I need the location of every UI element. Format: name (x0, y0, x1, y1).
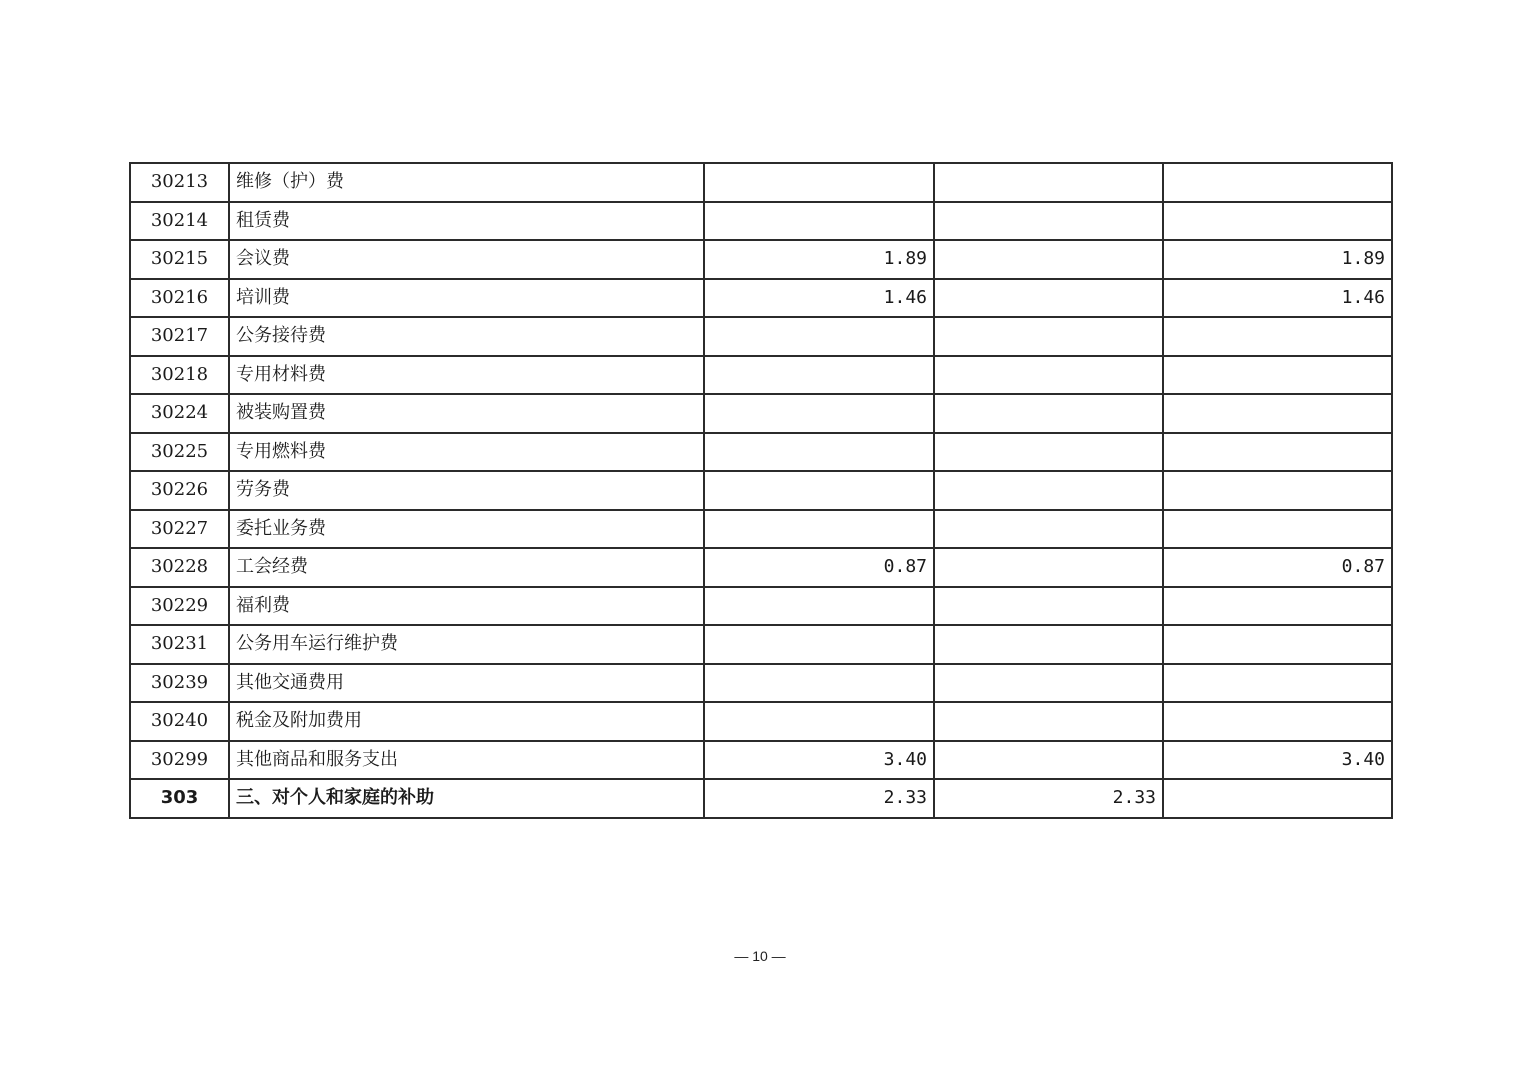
row-value-project-cell (1163, 394, 1392, 433)
row-value-project-cell: 3.40 (1163, 741, 1392, 780)
row-value-project-cell (1163, 510, 1392, 549)
row-value-basic-cell (934, 202, 1163, 241)
row-code-cell: 30214 (130, 202, 229, 241)
row-value-total-cell: 0.87 (704, 548, 934, 587)
row-value-basic-cell (934, 702, 1163, 741)
row-value-basic-cell (934, 433, 1163, 472)
row-value-project-cell (1163, 664, 1392, 703)
row-value-basic-cell (934, 394, 1163, 433)
row-name-cell: 委托业务费 (229, 510, 704, 549)
row-value-project-cell (1163, 587, 1392, 626)
row-value-project-cell: 1.46 (1163, 279, 1392, 318)
row-code-cell: 30225 (130, 433, 229, 472)
row-code-cell: 30229 (130, 587, 229, 626)
row-value-basic-cell: 2.33 (934, 779, 1163, 818)
row-value-total-cell (704, 433, 934, 472)
row-name-cell: 福利费 (229, 587, 704, 626)
row-code-cell: 30217 (130, 317, 229, 356)
row-value-basic-cell (934, 240, 1163, 279)
row-value-basic-cell (934, 279, 1163, 318)
row-value-total-cell (704, 317, 934, 356)
row-name-cell: 税金及附加费用 (229, 702, 704, 741)
row-value-total-cell: 2.33 (704, 779, 934, 818)
row-name-cell: 维修（护）费 (229, 163, 704, 202)
table-row (130, 279, 1392, 318)
row-value-total-cell (704, 664, 934, 703)
row-value-total-cell: 1.46 (704, 279, 934, 318)
row-value-project-cell (1163, 625, 1392, 664)
row-value-total-cell (704, 394, 934, 433)
page-number: — 10 — (734, 948, 786, 964)
table-row (130, 779, 1392, 818)
row-code-cell: 30224 (130, 394, 229, 433)
row-name-cell: 劳务费 (229, 471, 704, 510)
table-row (130, 510, 1392, 549)
row-code-cell: 30299 (130, 741, 229, 780)
row-code-cell: 30240 (130, 702, 229, 741)
row-value-total-cell (704, 587, 934, 626)
table-row (130, 625, 1392, 664)
table-row (130, 702, 1392, 741)
row-value-basic-cell (934, 163, 1163, 202)
row-code-cell: 30231 (130, 625, 229, 664)
row-value-total-cell (704, 625, 934, 664)
table-row (130, 664, 1392, 703)
row-value-project-cell (1163, 317, 1392, 356)
row-value-project-cell (1163, 163, 1392, 202)
row-code-cell: 30218 (130, 356, 229, 395)
row-code-cell: 30227 (130, 510, 229, 549)
row-value-total-cell (704, 510, 934, 549)
row-value-basic-cell (934, 548, 1163, 587)
table-row (130, 163, 1392, 202)
row-name-cell: 培训费 (229, 279, 704, 318)
row-name-cell: 工会经费 (229, 548, 704, 587)
row-value-total-cell (704, 163, 934, 202)
row-value-basic-cell (934, 664, 1163, 703)
row-value-total-cell: 1.89 (704, 240, 934, 279)
row-value-total-cell (704, 202, 934, 241)
row-code-cell: 30215 (130, 240, 229, 279)
table-row (130, 202, 1392, 241)
row-code-cell: 303 (130, 779, 229, 818)
row-name-cell: 其他商品和服务支出 (229, 741, 704, 780)
budget-table (129, 162, 1393, 819)
table-row (130, 587, 1392, 626)
row-name-cell: 公务用车运行维护费 (229, 625, 704, 664)
row-value-basic-cell (934, 510, 1163, 549)
row-value-basic-cell (934, 471, 1163, 510)
table-row (130, 394, 1392, 433)
row-value-total-cell (704, 702, 934, 741)
table-row (130, 317, 1392, 356)
table-row (130, 471, 1392, 510)
row-name-cell: 专用燃料费 (229, 433, 704, 472)
row-value-project-cell (1163, 356, 1392, 395)
row-value-basic-cell (934, 741, 1163, 780)
row-value-total-cell (704, 471, 934, 510)
row-code-cell: 30239 (130, 664, 229, 703)
row-name-cell: 公务接待费 (229, 317, 704, 356)
row-name-cell: 其他交通费用 (229, 664, 704, 703)
table-row (130, 356, 1392, 395)
row-value-total-cell: 3.40 (704, 741, 934, 780)
row-value-project-cell (1163, 779, 1392, 818)
row-name-cell: 会议费 (229, 240, 704, 279)
table-row (130, 548, 1392, 587)
table-row (130, 433, 1392, 472)
table-row (130, 240, 1392, 279)
row-value-basic-cell (934, 587, 1163, 626)
row-value-project-cell: 0.87 (1163, 548, 1392, 587)
row-name-cell: 三、对个人和家庭的补助 (229, 779, 704, 818)
row-value-project-cell (1163, 202, 1392, 241)
row-code-cell: 30213 (130, 163, 229, 202)
row-value-total-cell (704, 356, 934, 395)
table-row (130, 741, 1392, 780)
row-value-basic-cell (934, 356, 1163, 395)
row-value-project-cell (1163, 471, 1392, 510)
table-body (130, 163, 1392, 818)
row-code-cell: 30226 (130, 471, 229, 510)
row-code-cell: 30216 (130, 279, 229, 318)
row-name-cell: 租赁费 (229, 202, 704, 241)
row-name-cell: 专用材料费 (229, 356, 704, 395)
row-value-project-cell: 1.89 (1163, 240, 1392, 279)
row-value-basic-cell (934, 625, 1163, 664)
row-value-basic-cell (934, 317, 1163, 356)
row-value-project-cell (1163, 702, 1392, 741)
row-code-cell: 30228 (130, 548, 229, 587)
row-name-cell: 被装购置费 (229, 394, 704, 433)
row-value-project-cell (1163, 433, 1392, 472)
